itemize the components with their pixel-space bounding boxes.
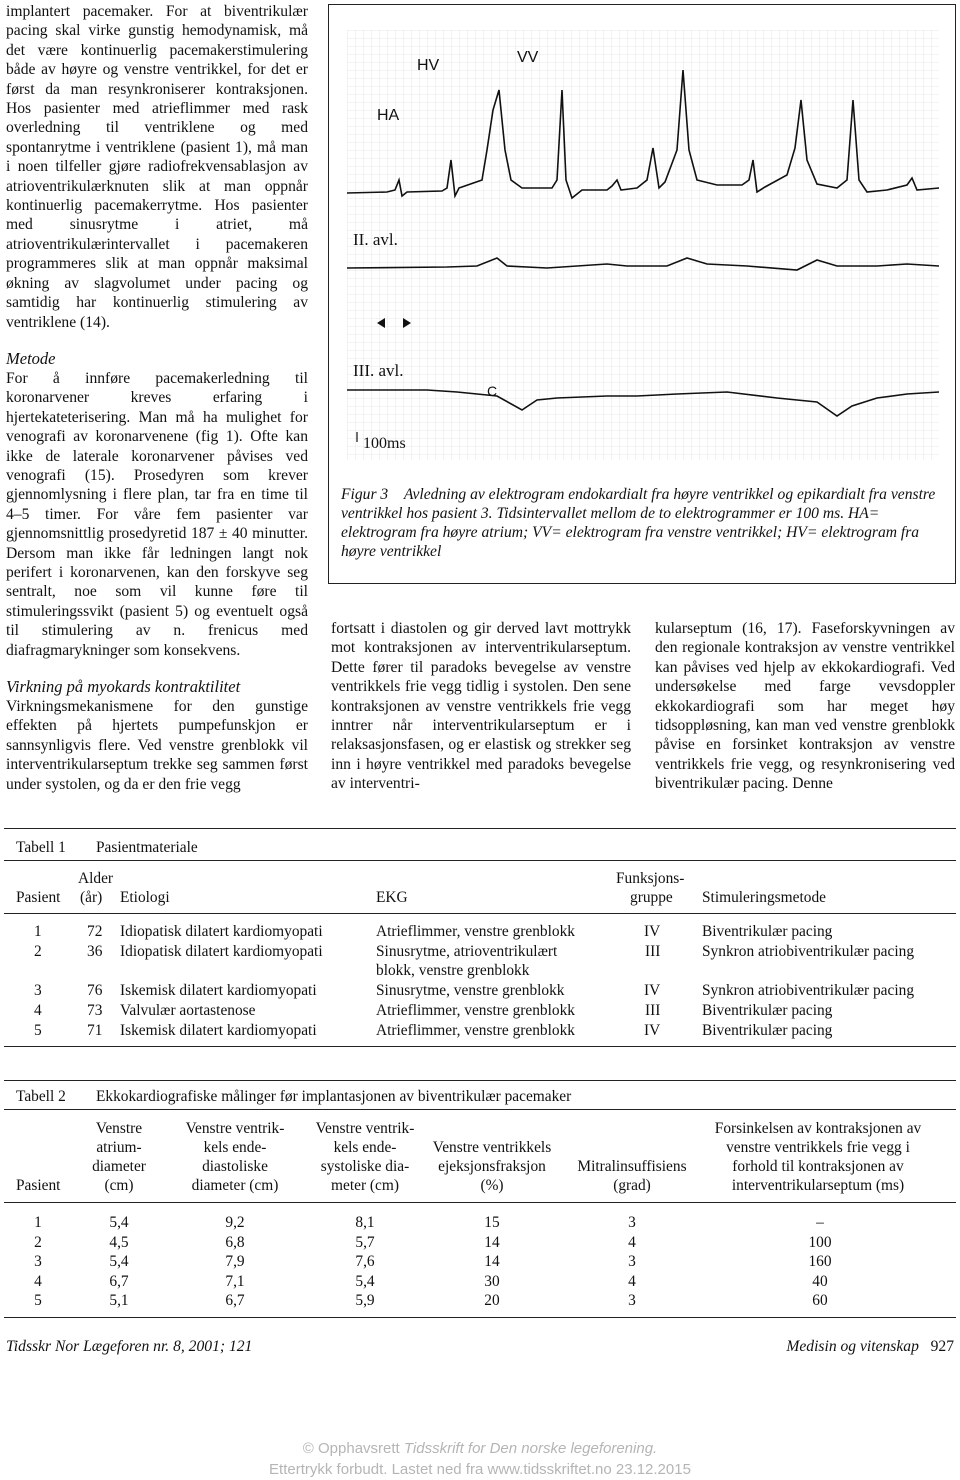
label-lead-ii: II. avl.	[353, 230, 398, 249]
table-label: Tabell 1	[16, 839, 66, 856]
table-rule	[4, 913, 956, 914]
table-cell: Atrieflimmer, venstre grenblokk	[376, 1022, 575, 1039]
table-cell: 5	[34, 1022, 42, 1039]
col-header: Alder	[78, 870, 114, 887]
table-cell: 71	[87, 1022, 103, 1039]
col-header: Funksjons-	[616, 870, 685, 887]
table-cell: –	[816, 1214, 824, 1231]
table-cell: 72	[87, 923, 103, 940]
table-title: Pasientmateriale	[96, 839, 198, 856]
table-cell: 1	[34, 923, 42, 940]
col-header: diastoliske	[202, 1158, 268, 1175]
table-cell: III	[645, 1002, 661, 1019]
table-cell: 4	[628, 1233, 636, 1251]
table-cell: 160	[808, 1253, 832, 1270]
col-header: (år)	[80, 889, 103, 906]
table-cell: 100	[808, 1233, 832, 1251]
left-column	[6, 2, 308, 794]
copyright-prefix: © Opphavsrett	[302, 1440, 400, 1457]
table-cell: 14	[484, 1233, 500, 1251]
col-header: diameter (cm)	[191, 1177, 279, 1194]
table-cell: 73	[87, 1002, 103, 1019]
col-header: meter (cm)	[331, 1177, 399, 1194]
label-scale: 100ms	[363, 435, 406, 452]
table-cell: 3	[628, 1292, 636, 1309]
table-rule	[4, 1109, 956, 1110]
table-cell: 1	[34, 1214, 42, 1231]
table-2	[0, 1085, 960, 1315]
table-cell: 2	[34, 943, 42, 960]
table-cell: Idiopatisk dilatert kardiomyopati	[120, 923, 323, 940]
table-cell: 5,4	[109, 1214, 129, 1231]
copyright-publisher: Tidsskrift for Den norske legeforening.	[403, 1440, 658, 1457]
table-cell: 6,8	[225, 1233, 245, 1251]
table-cell: 5,7	[355, 1233, 375, 1251]
table-cell: Sinusrytme, venstre grenblokk	[376, 982, 565, 999]
table-cell: 4	[628, 1272, 636, 1290]
table-cell: 14	[484, 1253, 500, 1270]
table-rule	[4, 828, 956, 829]
ecg-tracing-image	[347, 30, 939, 460]
table-cell: 4	[34, 1002, 42, 1019]
table-cell: 5,4	[355, 1272, 375, 1290]
section-heading-metode: Metode	[6, 348, 56, 368]
table-cell: 9,2	[225, 1214, 245, 1231]
paragraph: For å innføre pacemakerledning til koronarvener kreves erfaring i hjertekateterisering. Man må ha mulighet for venografi av koronarvenene (fig 1). Ofte kan ikke de laterale koronarvener påvises ved venografi (15). Prosedyren som krever gjennomlysning i flere plan, tar fra en time til 4–5 timer. For våre fem pasienter var gjennomsnittlig prosedyretid 187 ± 40 minutter. Dersom man ikke får ledningen langt nok perifert i koronarvenen, kan den forskyve seg sentralt, noe som vil kunne føre til stimuleringssvikt (pasient 5) og eventuelt også til stimulering av n. frenicus med diafragmarykninger som konsekvens.	[6, 369, 308, 659]
col-header: Venstre ventrikkels	[432, 1139, 552, 1156]
table-cell: 7,6	[355, 1253, 375, 1270]
table-cell: IV	[644, 982, 661, 999]
copyright-download: Ettertrykk forbudt. Lastet ned fra www.tidsskriftet.no 23.12.2015	[269, 1461, 691, 1478]
middle-column	[331, 619, 631, 794]
figure-caption-text: Avledning av elektrogram endokardialt fra høyre ventrikkel og epikardialt fra venstre ventrikkel hos pasient 3. Tidsintervallet mellom de to elektrogrammer er 100 ms. HA= elektrogram fra høyre atrium; VV= elektrogram fra venstre ventrikkel; HV= elektrogram fra høyre ventrikkel	[341, 486, 936, 560]
table-cell: IV	[644, 1022, 661, 1039]
table-cell: 3	[34, 982, 42, 999]
figure	[328, 4, 956, 584]
table-cell: Atrieflimmer, venstre grenblokk	[376, 923, 575, 940]
table-cell: 4,5	[109, 1233, 129, 1251]
right-column	[655, 619, 955, 794]
table-cell: 5,9	[355, 1292, 375, 1309]
paragraph: implantert pacemaker. For at biventrikulær pacing skal virke gunstig hemodynamisk, må det være kontinuerlig pacemakerstimulering både av høyre og venstre ventrikkel, for det er først da man resynkroniserer kontraksjonen. Hos pasienter med atrieflimmer med rask overledning til ventriklene og med spontanrytme i ventriklene (pasient 1), må man i noen tilfeller gjøre radiofrekvensablasjon av atrioventrikulærknuten slik at man oppnår kontinuerlig pacemakerrytme. Hos pasienter med sinusrytme i atriet, må atrioventrikulærintervallet i pacemakeren programmeres slik at man oppnår maksimal økning av slagvolumet under pacing og samtidig har kontinuerlig stimulering av ventriklene (14).	[6, 3, 308, 331]
col-header: interventrikularseptum (ms)	[731, 1177, 905, 1194]
col-header: Mitralinsuffisiens	[577, 1158, 687, 1175]
col-header: Forsinkelsen av kontraksjonen av	[714, 1120, 922, 1137]
col-header: atrium-	[96, 1139, 142, 1156]
table-cell: Biventrikulær pacing	[702, 923, 833, 940]
copyright-notice	[0, 1438, 960, 1480]
table-cell: 40	[812, 1272, 828, 1290]
label-ha: HA	[377, 107, 400, 124]
table-cell: 7,1	[225, 1272, 245, 1290]
col-header: Etiologi	[120, 889, 170, 906]
col-header: systoliske dia-	[320, 1158, 410, 1175]
table-cell: 15	[484, 1214, 500, 1231]
section-name: Medisin og vitenskap	[786, 1338, 919, 1355]
table-cell: Atrieflimmer, venstre grenblokk	[376, 1002, 575, 1019]
paragraph: kularseptum (16, 17). Faseforskyvningen av den regionale kontraksjon av venstre ventrikkel kan påvises ved hjelp av ekkokardiografi. Ved undersøkelse med farge vevsdoppler ekkokardiografi som har meget høy tidsoppløsning, kan man ved venstre grenblokk påvise en forsinket kontraksjon av venstre ventrikkels frie vegg, og resynkronisering ved biventrikulær pacing. Denne	[655, 620, 955, 793]
label-c: C	[487, 383, 498, 399]
col-header: kels ende-	[333, 1139, 397, 1156]
label-hv: HV	[417, 57, 440, 74]
table-cell: 36	[87, 943, 103, 960]
col-header: EKG	[376, 889, 408, 906]
table-cell: Synkron atriobiventrikulær pacing	[702, 943, 915, 960]
table-1	[0, 834, 960, 1044]
table-cell: 6,7	[109, 1272, 129, 1290]
table-rule	[4, 1202, 956, 1203]
table-label: Tabell 2	[16, 1088, 66, 1105]
col-header: (grad)	[613, 1177, 651, 1194]
col-header: (%)	[480, 1177, 504, 1194]
table-rule	[4, 1317, 956, 1318]
table-cell: 6,7	[225, 1292, 245, 1309]
table-cell: Valvulær aortastenose	[120, 1002, 256, 1019]
table-cell: 3	[628, 1253, 636, 1270]
table-cell: Biventrikulær pacing	[702, 1002, 833, 1019]
table-cell: Idiopatisk dilatert kardiomyopati	[120, 943, 323, 960]
table-cell: 2	[34, 1233, 42, 1251]
col-header: venstre ventrikkels frie vegg i	[726, 1139, 910, 1156]
section-heading-virkning: Virkning på myokards kontraktilitet	[6, 677, 241, 696]
figure-caption	[341, 485, 945, 561]
col-header: Pasient	[16, 889, 61, 906]
table-cell: Synkron atriobiventrikulær pacing	[702, 982, 915, 999]
paragraph: fortsatt i diastolen og gir derved lavt mottrykk mot kontraksjonen av interventrikularseptum. Dette fører til paradoks bevegelse av venstre ventrikkels frie vegg tidlig i systolen. Den sene kontraksjonen av venstre ventrikkels frie vegg inntrer når interventrikularseptum er i relaksasjonsfasen, og er elastisk og strekker seg inn i høyre ventrikkel med paradoks bevegelse av interventri-	[331, 620, 631, 793]
table-cell: 30	[484, 1272, 500, 1290]
paragraph: Virkningsmekanismene for den gunstige effekten på hjertets pumpefunskjon er sannsynligvis flere. Ved venstre grenblokk vil interventrikularseptum trekke seg sammen først under systolen, og da er den frie vegg	[6, 698, 308, 793]
table-cell: blokk, venstre grenblokk	[376, 962, 530, 979]
table-cell: 4	[34, 1272, 42, 1290]
table-cell: 8,1	[355, 1214, 375, 1231]
page-footer-right	[786, 1338, 954, 1356]
table-cell: Biventrikulær pacing	[702, 1022, 833, 1039]
col-header: Venstre	[95, 1120, 143, 1137]
figure-caption-label: Figur 3	[341, 486, 389, 503]
col-header: Venstre ventrik-	[315, 1120, 415, 1137]
table-cell: IV	[644, 923, 661, 940]
table-title: Ekkokardiografiske målinger før implantasjonen av biventrikulær pacemaker	[96, 1088, 572, 1105]
table-cell: 5,1	[109, 1292, 129, 1309]
col-header: Venstre ventrik-	[185, 1120, 285, 1137]
col-header: Pasient	[16, 1177, 61, 1194]
table-cell: 7,9	[225, 1253, 245, 1270]
col-header: diameter	[92, 1158, 146, 1175]
col-header: gruppe	[630, 889, 673, 906]
table-rule	[4, 1046, 956, 1047]
table-cell: 5	[34, 1292, 42, 1309]
table-cell: Sinusrytme, atrioventrikulært	[376, 943, 558, 960]
table-rule	[4, 1080, 956, 1081]
label-lead-iii: III. avl.	[353, 361, 404, 380]
table-cell: 3	[628, 1214, 636, 1231]
col-header: kels ende-	[203, 1139, 267, 1156]
table-cell: 5,4	[109, 1253, 129, 1270]
table-cell: Iskemisk dilatert kardiomyopati	[120, 1022, 317, 1039]
table-rule	[4, 860, 956, 861]
col-header: (cm)	[104, 1177, 134, 1194]
page-number: 927	[930, 1338, 954, 1355]
table-cell: 60	[812, 1292, 828, 1309]
col-header: Stimuleringsmetode	[702, 889, 826, 906]
col-header: ejeksjonsfraksjon	[438, 1158, 546, 1175]
col-header: forhold til kontraksjonen av	[732, 1158, 904, 1175]
table-cell: 76	[87, 982, 103, 999]
label-vv: VV	[517, 49, 539, 66]
table-cell: Iskemisk dilatert kardiomyopati	[120, 982, 317, 999]
table-cell: 3	[34, 1253, 42, 1270]
table-cell: III	[645, 943, 661, 960]
table-cell: 20	[484, 1292, 500, 1309]
journal-citation: Tidsskr Nor Lægeforen nr. 8, 2001; 121	[6, 1338, 253, 1355]
